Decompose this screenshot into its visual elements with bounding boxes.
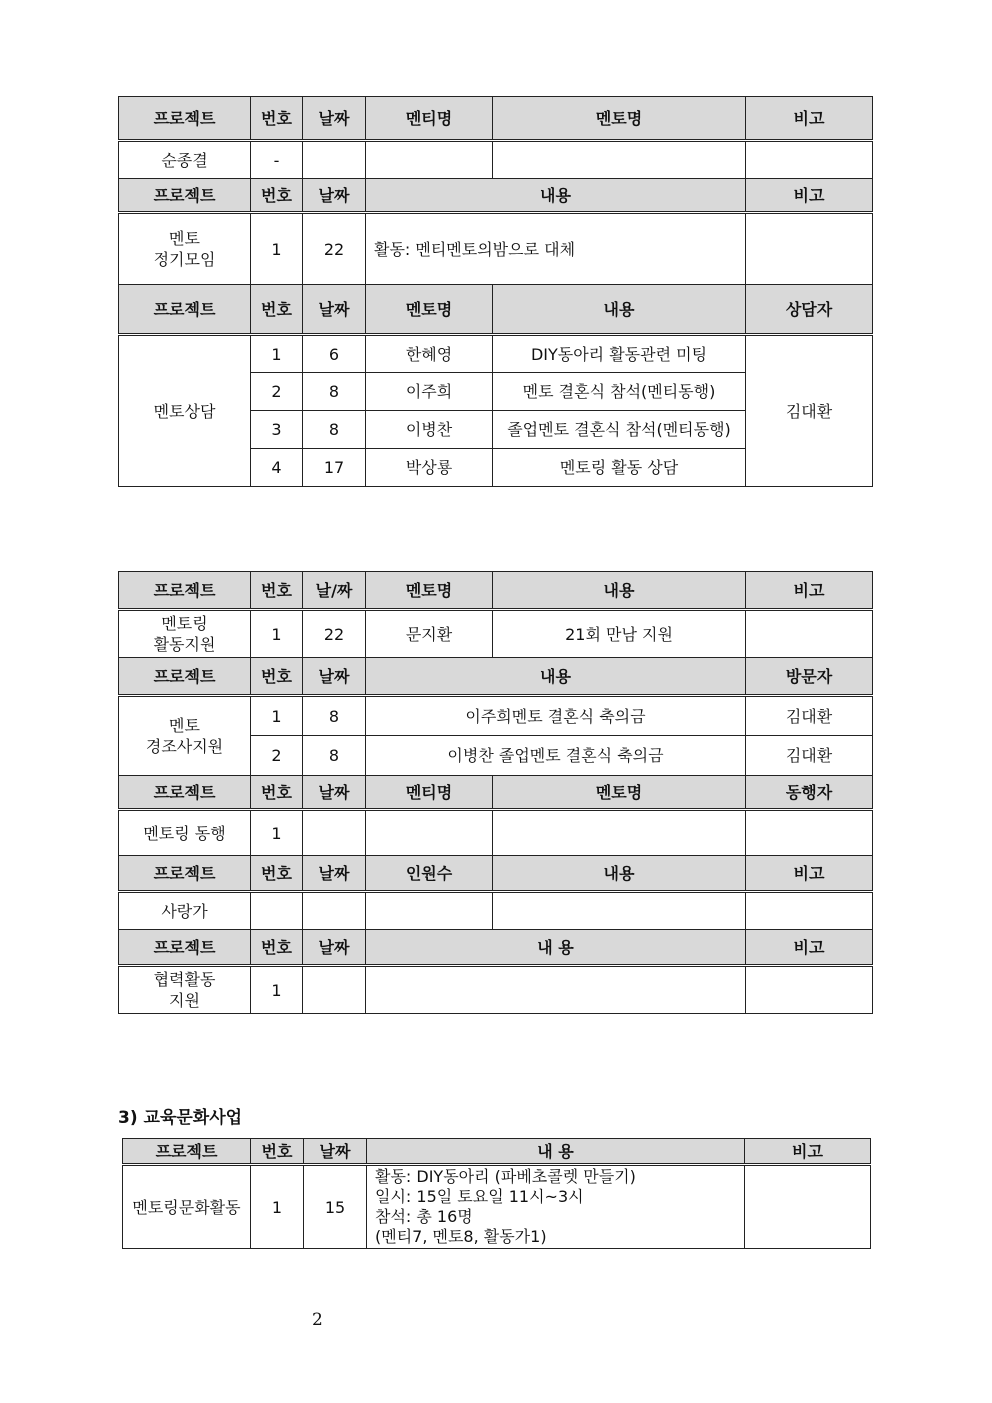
header-cell: 프로젝트 (119, 572, 251, 610)
date-cell (303, 141, 366, 179)
table-row (119, 810, 873, 856)
header-cell: 번호 (251, 930, 303, 966)
table-row (119, 966, 873, 1014)
note-cell (746, 141, 873, 179)
date-cell: 8 (303, 736, 366, 776)
number-cell: - (251, 141, 303, 179)
project-line: 협력활동 (153, 970, 216, 989)
project-cell (119, 213, 251, 285)
header-cell: 비고 (746, 572, 873, 610)
header-cell: 비고 (746, 930, 873, 966)
headcount-cell (366, 892, 493, 930)
project-cell: 사랑가 (119, 892, 251, 930)
content-cell: 이병찬 졸업멘토 결혼식 축의금 (366, 736, 746, 776)
date-cell (303, 966, 366, 1014)
header-cell: 멘토명 (366, 572, 493, 610)
content-line: 참석: 총 16명 (375, 1207, 473, 1226)
date-cell: 22 (303, 213, 366, 285)
table-row (119, 892, 873, 930)
header-cell: 내용 (493, 285, 746, 335)
header-cell: 날짜 (304, 1139, 367, 1165)
project-cell (119, 610, 251, 658)
project-cell: 멘토링 동행 (119, 810, 251, 856)
project-cell: 멘토링문화활동 (123, 1165, 251, 1249)
number-cell: 2 (251, 373, 303, 411)
project-line: 활동지원 (153, 635, 216, 654)
table-row (123, 1165, 871, 1249)
content-line: 활동: DIY동아리 (파베초콜렛 만들기) (375, 1167, 636, 1186)
header-cell: 비고 (746, 179, 873, 213)
header-cell: 내용 (493, 572, 746, 610)
content-cell: 21회 만남 지원 (493, 610, 746, 658)
header-cell: 내 용 (366, 930, 746, 966)
project-line: 정기모임 (153, 250, 216, 269)
mentor-cell (493, 810, 746, 856)
table-header-row (119, 658, 873, 696)
note-cell (746, 966, 873, 1014)
companion-cell (746, 810, 873, 856)
mentor-cell: 한혜영 (366, 335, 493, 373)
header-cell: 내용 (493, 856, 746, 892)
date-cell: 8 (303, 411, 366, 449)
number-cell: 4 (251, 449, 303, 487)
date-cell: 8 (303, 696, 366, 736)
table-header-row (119, 930, 873, 966)
header-cell: 멘토명 (493, 97, 746, 141)
header-cell: 멘토명 (493, 776, 746, 810)
content-cell: 이주희멘토 결혼식 축의금 (366, 696, 746, 736)
header-cell: 날짜 (303, 97, 366, 141)
header-cell: 번호 (251, 1139, 304, 1165)
content-cell: 멘토 결혼식 참석(멘티동행) (493, 373, 746, 411)
header-cell: 비고 (746, 856, 873, 892)
header-cell: 동행자 (746, 776, 873, 810)
project-line: 멘토 (169, 229, 200, 248)
project-cell: 멘토상담 (119, 335, 251, 487)
number-cell: 1 (251, 1165, 304, 1249)
header-cell: 프로젝트 (119, 179, 251, 213)
table-header-row (123, 1139, 871, 1165)
project-line: 경조사지원 (145, 737, 224, 756)
header-cell: 번호 (251, 179, 303, 213)
mentee-cell (366, 810, 493, 856)
header-cell: 멘티명 (366, 776, 493, 810)
date-cell: 6 (303, 335, 366, 373)
date-cell (303, 810, 366, 856)
table-mentor-meetings (118, 96, 873, 487)
date-cell: 15 (304, 1165, 367, 1249)
header-cell: 프로젝트 (123, 1139, 251, 1165)
note-cell (746, 213, 873, 285)
header-cell: 번호 (251, 97, 303, 141)
table-header-row (119, 97, 873, 141)
number-cell: 3 (251, 411, 303, 449)
counselor-cell: 김대환 (746, 335, 873, 487)
header-cell: 날짜 (303, 856, 366, 892)
number-cell: 2 (251, 736, 303, 776)
table-header-row (119, 776, 873, 810)
project-cell (119, 966, 251, 1014)
header-cell: 멘티명 (366, 97, 493, 141)
header-cell: 프로젝트 (119, 856, 251, 892)
header-cell: 번호 (251, 658, 303, 696)
header-cell: 내용 (366, 179, 746, 213)
content-line: (멘티7, 멘토8, 활동가1) (375, 1227, 547, 1246)
mentor-cell: 이주희 (366, 373, 493, 411)
table-header-row (119, 856, 873, 892)
number-cell: 1 (251, 966, 303, 1014)
header-cell: 날짜 (303, 179, 366, 213)
header-cell: 번호 (251, 856, 303, 892)
visitor-cell: 김대환 (746, 696, 873, 736)
number-cell: 1 (251, 696, 303, 736)
header-cell: 비고 (745, 1139, 871, 1165)
mentor-cell: 문지환 (366, 610, 493, 658)
number-cell (251, 892, 303, 930)
table-row (119, 335, 873, 373)
header-cell: 프로젝트 (119, 930, 251, 966)
header-cell: 번호 (251, 285, 303, 335)
table-header-row (119, 572, 873, 610)
number-cell: 1 (251, 810, 303, 856)
table-row (119, 696, 873, 736)
content-cell: 졸업멘토 결혼식 참석(멘티동행) (493, 411, 746, 449)
project-line: 멘토 (169, 716, 200, 735)
content-cell (367, 1165, 745, 1249)
table-header-row (119, 179, 873, 213)
header-cell: 날짜 (303, 285, 366, 335)
header-cell: 프로젝트 (119, 97, 251, 141)
content-cell (493, 892, 746, 930)
date-cell (303, 892, 366, 930)
visitor-cell: 김대환 (746, 736, 873, 776)
project-line: 멘토링 (161, 614, 208, 633)
header-cell: 인원수 (366, 856, 493, 892)
header-cell: 내용 (366, 658, 746, 696)
number-cell: 1 (251, 213, 303, 285)
mentee-cell (366, 141, 493, 179)
header-cell: 번호 (251, 572, 303, 610)
header-cell: 프로젝트 (119, 658, 251, 696)
header-cell: 프로젝트 (119, 776, 251, 810)
page-number: 2 (312, 1310, 323, 1330)
project-line: 지원 (169, 991, 200, 1010)
date-cell: 17 (303, 449, 366, 487)
header-cell: 상담자 (746, 285, 873, 335)
header-cell: 날짜 (303, 658, 366, 696)
header-cell: 날짜 (303, 930, 366, 966)
content-cell: 활동: 멘티멘토의밤으로 대체 (366, 213, 746, 285)
header-cell: 프로젝트 (119, 285, 251, 335)
note-cell (746, 610, 873, 658)
project-cell (119, 696, 251, 776)
mentor-cell (493, 141, 746, 179)
table-row (119, 213, 873, 285)
mentor-cell: 이병찬 (366, 411, 493, 449)
project-cell: 순종결 (119, 141, 251, 179)
mentor-cell: 박상룡 (366, 449, 493, 487)
table-row (119, 141, 873, 179)
note-cell (745, 1165, 871, 1249)
content-cell (366, 966, 746, 1014)
header-cell: 번호 (251, 776, 303, 810)
header-cell: 멘토명 (366, 285, 493, 335)
note-cell (746, 892, 873, 930)
header-cell: 비고 (746, 97, 873, 141)
content-cell: DIY동아리 활동관련 미팅 (493, 335, 746, 373)
table-education-culture (122, 1138, 871, 1249)
table-row (119, 610, 873, 658)
header-cell: 날/짜 (303, 572, 366, 610)
content-cell: 멘토링 활동 상담 (493, 449, 746, 487)
section-title: 3) 교육문화사업 (118, 1108, 243, 1128)
content-line: 일시: 15일 토요일 11시~3시 (375, 1187, 584, 1206)
table-mentoring-support (118, 571, 873, 1014)
header-cell: 날짜 (303, 776, 366, 810)
table-header-row (119, 285, 873, 335)
date-cell: 22 (303, 610, 366, 658)
header-cell: 내 용 (367, 1139, 745, 1165)
header-cell: 방문자 (746, 658, 873, 696)
date-cell: 8 (303, 373, 366, 411)
number-cell: 1 (251, 610, 303, 658)
number-cell: 1 (251, 335, 303, 373)
